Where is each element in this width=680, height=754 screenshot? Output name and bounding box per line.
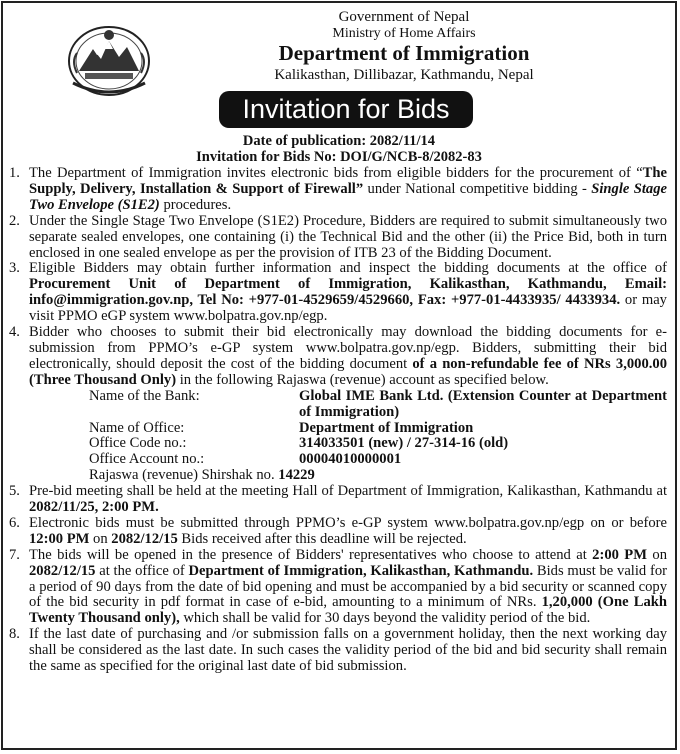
notice-meta [3, 133, 675, 165]
clause-text: which shall be valid for 30 days beyond the validity period of the bid. [179, 610, 591, 627]
clause-text: on [89, 530, 112, 547]
office-value: Department of Immigration [299, 419, 474, 436]
clause-text: in the following Rajaswa (revenue) account as specified below. [176, 371, 549, 388]
submission-date: 2082/12/15 [111, 530, 178, 547]
clause-text: Bids must be valid for a period of 90 days from the date of bid opening and must be accompanied by a bid security or scanned copy of the bid security in pdf format in case of e-bid, amounting to a minimum of NRs. [29, 562, 667, 611]
clause-number: 8. [9, 626, 20, 643]
clause-text: Pre-bid meeting shall be held at the meeting Hall of Department of Immigration, Kalikasthan, Kathmandu at [29, 483, 667, 500]
bank-value: Global IME Bank Ltd. (Extension Counter at Department of Immigration) [299, 387, 667, 420]
bank-label: Name of the Bank: [89, 387, 200, 404]
clause-text: The Department of Immigration invites electronic bids from eligible bidders for the procurement of “ [29, 165, 643, 181]
clause-text: The bids will be opened in the presence of Bidders' representatives who choose to attend at [29, 546, 593, 563]
notice-body [9, 166, 667, 675]
clause-text: at the office of [95, 562, 189, 579]
clause-text: on [647, 546, 667, 563]
bid-security-amount: 1,20,000 (One Lakh Twenty Thousand only), [29, 594, 667, 627]
office-code-value: 314033501 (new) / 27-314-16 (old) [299, 435, 509, 452]
clause-text: Eligible Bidders may obtain further information and inspect the bidding documents at the office of [29, 260, 667, 277]
clause-number: 1. [9, 165, 20, 181]
clause-number: 3. [9, 260, 20, 277]
clause-number: 5. [9, 483, 20, 500]
document-fee: of a non-refundable fee of NRs 3,000.00 (Three Thousand Only) [29, 355, 667, 388]
clause-number: 2. [9, 212, 20, 229]
opening-time: 2:00 PM [592, 546, 647, 563]
prebid-datetime: 2082/11/25, 2:00 PM. [29, 499, 159, 516]
office-code-label: Office Code no.: [89, 435, 187, 452]
clause-text: or may visit PPMO eGP system www.bolpatra.gov.np/egp. [29, 292, 667, 325]
shirshak-label: Rajaswa (revenue) Shirshak no. [89, 467, 275, 484]
clause-text: Electronic bids must be submitted through PPMO’s e-GP system www.bolpatra.gov.np/egp on or before [29, 514, 667, 531]
clause-text: Bidder who chooses to submit their bid electronically may download the bidding documents for e-submission from PPMO’s e-GP system www.bolpatra.gov.np/egp. Bidders, submitting their bid electronically, should deposit the cost of the bidding document [29, 324, 667, 372]
publication-date: Date of publication: 2082/11/14 [242, 133, 436, 149]
nepal-emblem-icon [63, 23, 155, 101]
clause-number: 6. [9, 514, 20, 531]
clause-7 [9, 548, 667, 628]
government-name: Government of Nepal [338, 9, 470, 25]
clause-3 [9, 261, 667, 325]
clause-number: 7. [9, 546, 20, 563]
shirshak-value: 14229 [278, 467, 315, 484]
notice-page [1, 1, 677, 750]
clause-text: Bids received after this deadline will be rejected. [177, 530, 467, 547]
procedure-name: Single Stage Two Envelope (S1E2) [29, 180, 667, 213]
shirshak-row [89, 468, 667, 484]
ifb-number: Invitation for Bids No: DOI/G/NCB-8/2082-83 [196, 149, 482, 165]
clause-2 [9, 214, 667, 262]
clause-text: If the last date of purchasing and /or submission falls on a government holiday, then the next working day shall be considered as the last date. In such cases the validity period of the bid and bid security shall remain the same as specified for the original last date of bid submission. [29, 626, 667, 675]
clause-text: under National competitive bidding - [363, 180, 592, 197]
clause-6 [9, 516, 667, 548]
procurement-subject: The Supply, Delivery, Installation & Support of Firewall” [29, 165, 667, 197]
opening-venue: Department of Immigration, Kalikasthan, Kathmandu. [188, 562, 534, 579]
department-name: Department of Immigration [278, 41, 530, 65]
clause-4 [9, 325, 667, 389]
opening-date: 2082/12/15 [29, 562, 96, 579]
submission-time: 12:00 PM [29, 530, 90, 547]
account-value: 00004010000001 [299, 451, 402, 468]
clause-text: procedures. [159, 196, 232, 213]
clause-8 [9, 627, 667, 675]
office-label: Name of Office: [89, 419, 185, 436]
notice-title: Invitation for Bids [219, 91, 473, 128]
clause-5 [9, 484, 667, 516]
letterhead [153, 9, 655, 84]
contact-details: Procurement Unit of Department of Immigration, Kalikasthan, Kathmandu, Email: info@immigration.gov.np, Tel No: +977-01-4529659/4529660, Fax: +977-01-4433935/ 4433934. [29, 276, 667, 309]
department-address: Kalikasthan, Dillibazar, Kathmandu, Nepal [274, 67, 534, 83]
clause-1 [9, 166, 667, 214]
account-label: Office Account no.: [89, 451, 205, 468]
bank-details [89, 389, 667, 484]
ministry-name: Ministry of Home Affairs [332, 26, 476, 41]
clause-number: 4. [9, 324, 20, 341]
clause-text: Under the Single Stage Two Envelope (S1E2) Procedure, Bidders are required to submit simultaneously two separate sealed envelopes, one containing (i) the Technical Bid and the other (ii) the Price Bid, both in turn enclosed in one sealed envelope as per the provision of ITB 23 of the Bidding Document. [29, 212, 667, 261]
